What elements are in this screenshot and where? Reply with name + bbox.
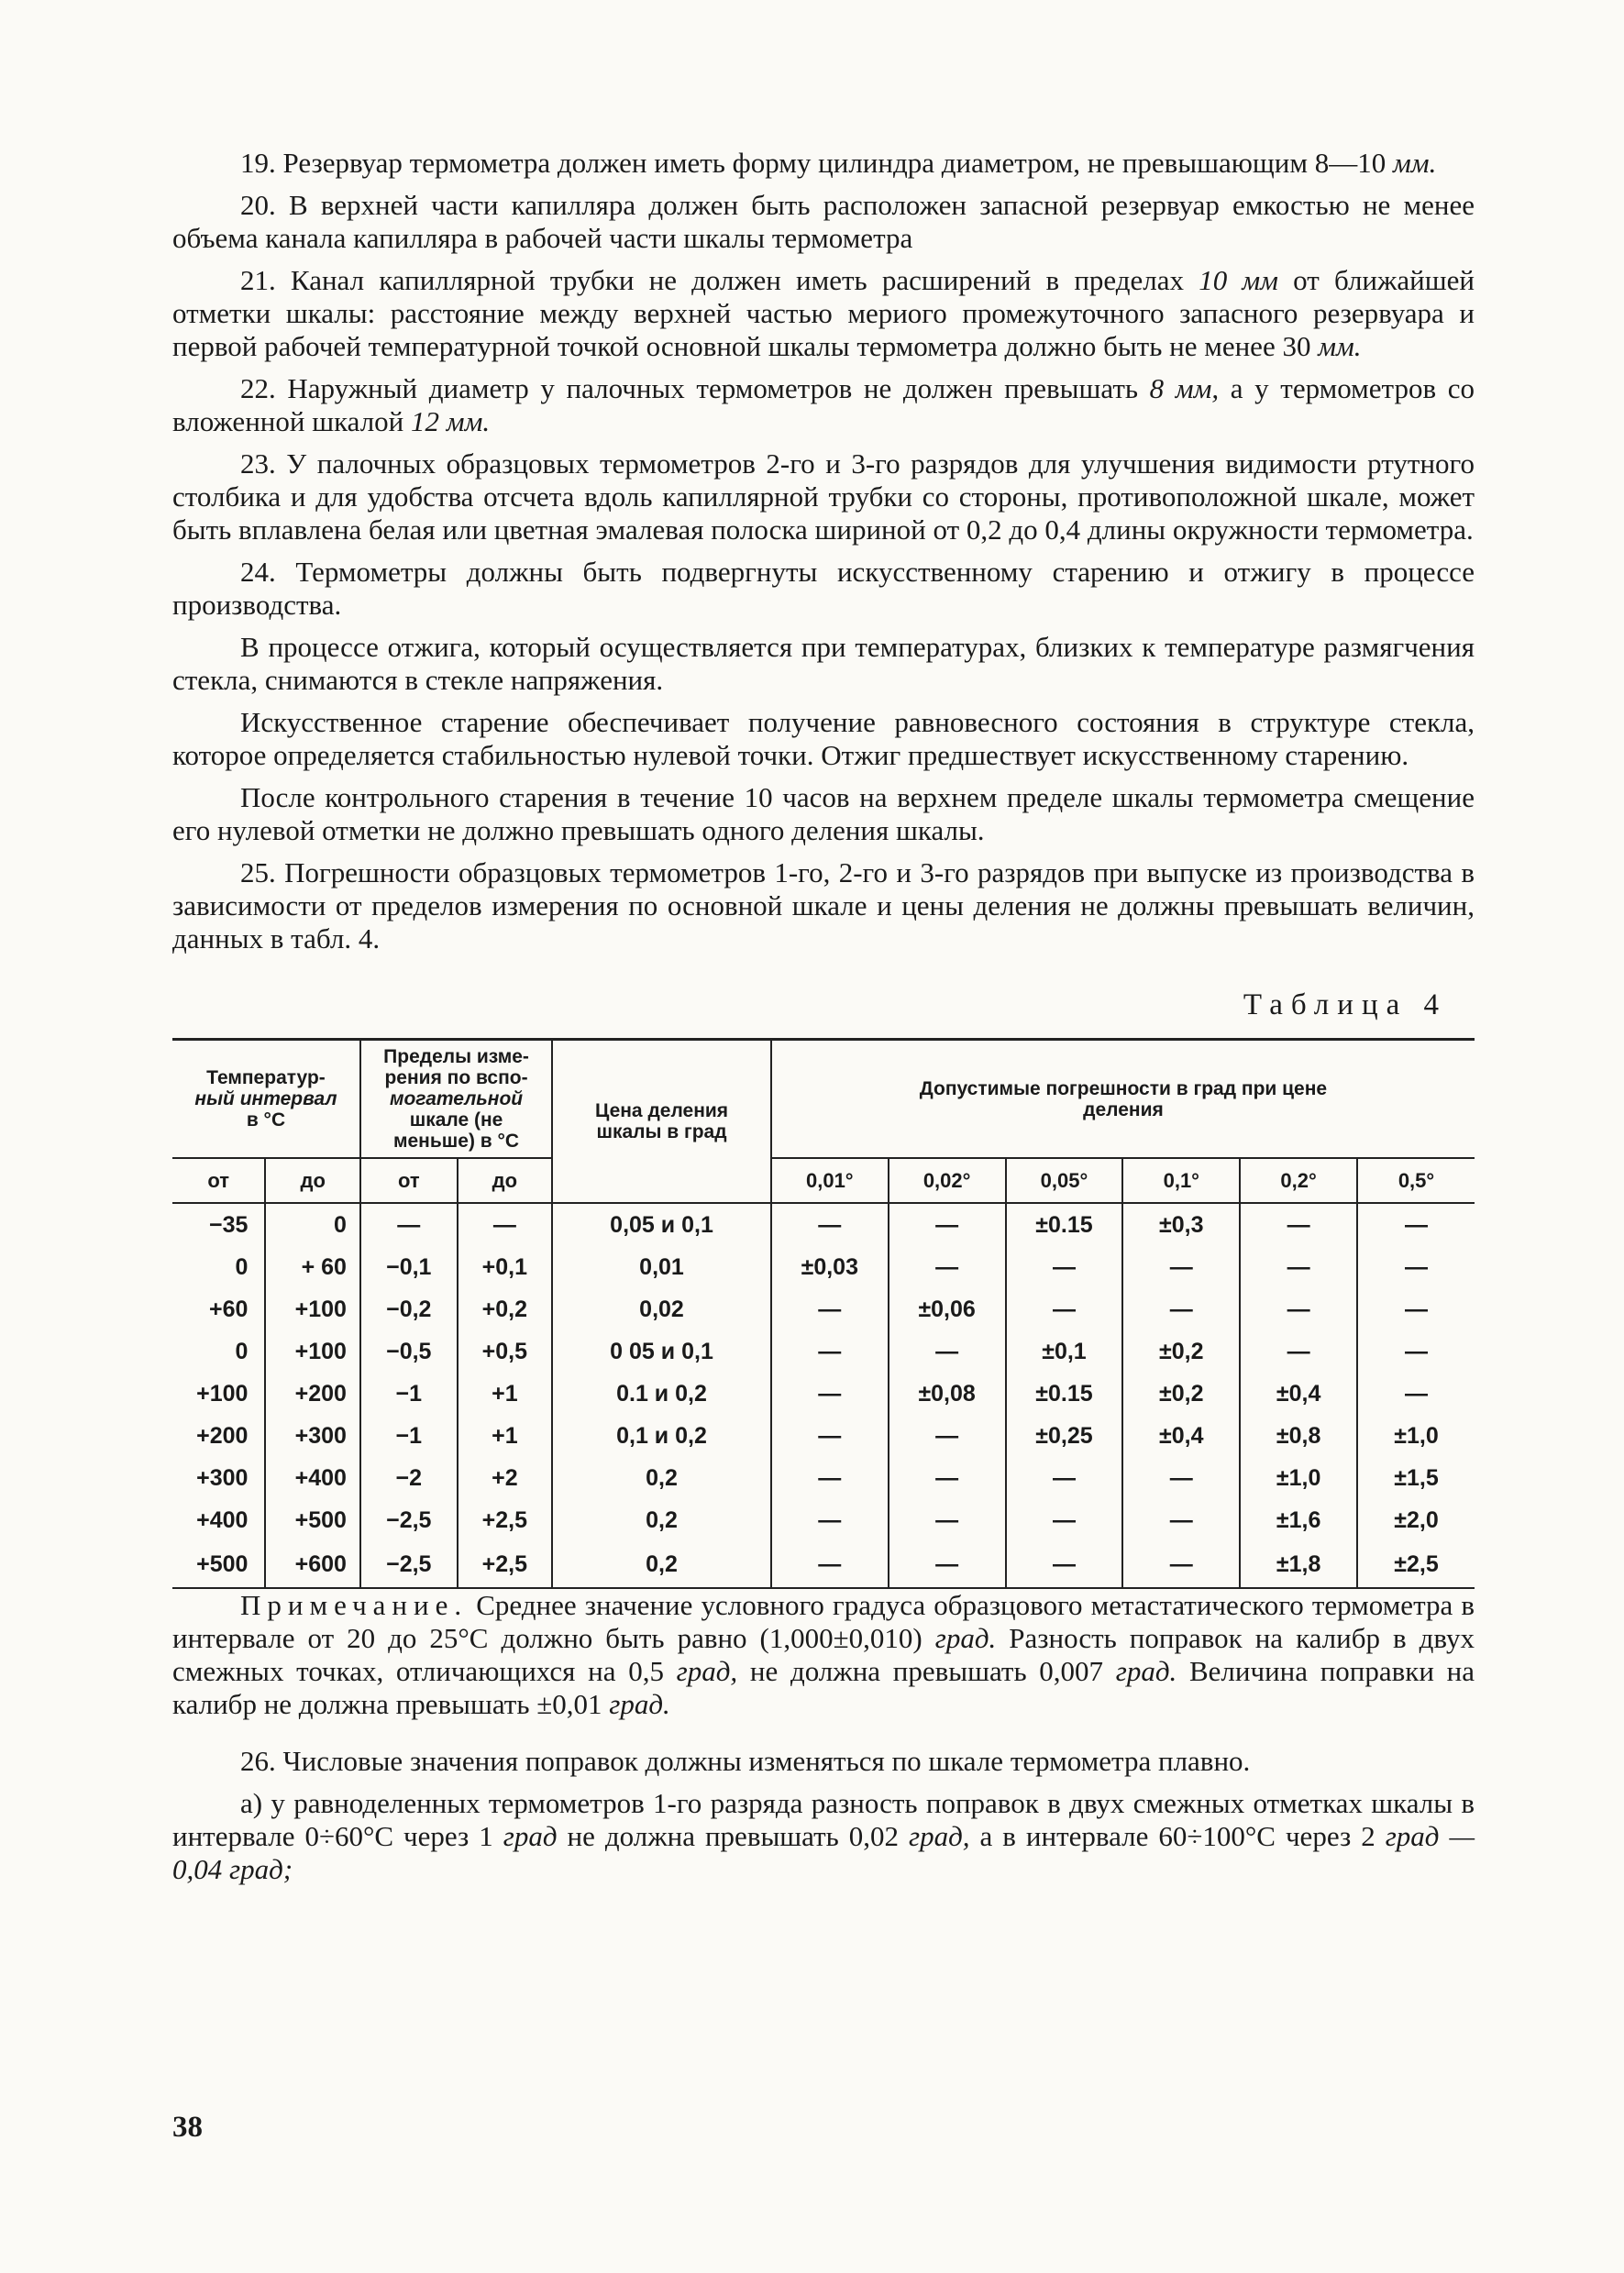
table-cell: — (771, 1457, 889, 1499)
table-cell: 0,02 (552, 1288, 771, 1330)
table-cell: — (771, 1499, 889, 1541)
table-cell: +100 (265, 1288, 360, 1330)
table-cell: +2,5 (458, 1499, 553, 1541)
table-cell: +300 (196, 1465, 249, 1491)
paragraph: 21. Канал капиллярной трубки не должен иметь расширений в пределах 10 мм от ближайшей отметки шкалы: расстояние между верхней частью мериого промежуточного запасного резервуара и первой рабочей температурной точкой основной шкалы термометра должно быть не менее 30 мм. (172, 264, 1475, 362)
header-division-price: Цена деления шкалы в град (552, 1040, 771, 1204)
table-cell: — (771, 1203, 889, 1246)
table-cell: 0 (265, 1203, 360, 1246)
table-cell: — (889, 1203, 1006, 1246)
paragraph: Искусственное старение обеспечивает получение равновесного состояния в структуре стекла, которое определяется стабильностью нулевой точки. Отжиг предшествует искусственному старению. (172, 706, 1475, 771)
table-cell: — (1006, 1541, 1123, 1588)
table-row (172, 1415, 1475, 1457)
table-cell: — (1122, 1499, 1240, 1541)
table-cell: ±0,03 (771, 1246, 889, 1288)
header-interval: Температур- ный интервал в °С (172, 1040, 360, 1159)
page-body (172, 147, 1475, 1886)
table-cell: — (1122, 1541, 1240, 1588)
header-errors: Допустимые погрешности в град при цене деления (771, 1040, 1475, 1159)
page-number: 38 (172, 2111, 203, 2144)
table-cell: 0.1 и 0,2 (552, 1373, 771, 1415)
table-cell: 0,1 и 0,2 (552, 1415, 771, 1457)
table-cell: ±0.15 (1006, 1203, 1123, 1246)
table-cell: −0,2 (360, 1288, 458, 1330)
table-cell: −2,5 (360, 1499, 458, 1541)
table-cell: +1 (458, 1373, 553, 1415)
table-cell: +600 (265, 1541, 360, 1588)
table-row (172, 1373, 1475, 1415)
table-cell: +200 (265, 1373, 360, 1415)
paragraph: 23. У палочных образцовых термометров 2-го и 3-го разрядов для улучшения видимости ртутного столбика и для удобства отсчета вдоль капиллярной трубки со стороны, противоположной шкале, может быть вплавлена белая или цветная эмалевая полоска шириной от 0,2 до 0,4 длины окружности термометра. (172, 447, 1475, 546)
table-cell: — (1240, 1288, 1357, 1330)
table-cell: ±0,06 (889, 1288, 1006, 1330)
table-cell: −2,5 (360, 1541, 458, 1588)
table-cell: +500 (196, 1551, 249, 1577)
table-cell: — (889, 1330, 1006, 1373)
table-cell: — (1240, 1246, 1357, 1288)
sub-price-002: 0,02° (889, 1158, 1006, 1203)
sub-price-001: 0,01° (771, 1158, 889, 1203)
table-row (172, 1541, 1475, 1588)
lower-text-block (172, 1745, 1475, 1886)
table-cell: +400 (196, 1507, 249, 1533)
table-note: Примечание. Среднее значение условного градуса образцового метастатического термометра в интервале от 20 до 25°С должно быть равно (1,000±0,010) град. Разность поправок на калибр в двух смежных точках, отличающихся на 0,5 град, не должна превышать 0,007 град. Величина поправки на калибр не должна превышать ±0,01 град. (172, 1589, 1475, 1720)
sub-to: до (265, 1158, 360, 1203)
sub-price-02: 0,2° (1240, 1158, 1357, 1203)
table-cell: — (889, 1499, 1006, 1541)
table-cell: — (889, 1457, 1006, 1499)
table-cell: ±0,2 (1122, 1330, 1240, 1373)
table-caption: Таблица 4 (1243, 988, 1447, 1021)
table-cell: −2 (360, 1457, 458, 1499)
table-cell: +0,1 (458, 1246, 553, 1288)
table-cell: — (458, 1203, 553, 1246)
table-cell: — (1122, 1246, 1240, 1288)
table-cell: 0,01 (552, 1246, 771, 1288)
table-cell: — (1357, 1203, 1475, 1246)
table-cell: 0,2 (552, 1499, 771, 1541)
paragraph: 24. Термометры должны быть подвергнуты искусственному старению и отжигу в процессе производства. (172, 556, 1475, 621)
paragraph: После контрольного старения в течение 10 часов на верхнем пределе шкалы термометра смещение его нулевой отметки не должно превышать одного деления шкалы. (172, 781, 1475, 846)
table-cell: ±1,0 (1240, 1457, 1357, 1499)
table-cell: — (360, 1203, 458, 1246)
sub-price-005: 0,05° (1006, 1158, 1123, 1203)
table-cell: 0 (235, 1339, 249, 1364)
header-aux-scale: Пределы изме- рения по вспо- могательной шкале (не меньше) в °С (360, 1040, 552, 1159)
table-cell: — (889, 1415, 1006, 1457)
table-cell: — (1122, 1288, 1240, 1330)
table-cell: — (889, 1541, 1006, 1588)
table-cell: +60 (209, 1296, 249, 1322)
table-cell: ±0,1 (1006, 1330, 1123, 1373)
table-row (172, 1203, 1475, 1246)
table-cell: −0,1 (360, 1246, 458, 1288)
paragraph: 19. Резервуар термометра должен иметь форму цилиндра диаметром, не превышающим 8—10 мм. (240, 147, 1437, 179)
upper-text-block (172, 147, 1475, 955)
table-cell: ±0,4 (1122, 1415, 1240, 1457)
table-subheader-row (172, 1158, 1475, 1203)
sub-aux-to: до (458, 1158, 553, 1203)
table-cell: — (1357, 1373, 1475, 1415)
table-cell: +200 (196, 1423, 249, 1449)
table-cell: ±0,4 (1240, 1373, 1357, 1415)
table-cell: ±1,6 (1240, 1499, 1357, 1541)
table-cell: +400 (265, 1457, 360, 1499)
table-cell: 0,2 (552, 1541, 771, 1588)
table-cell: 0 (235, 1254, 249, 1280)
table-cell: +0,5 (458, 1330, 553, 1373)
table-cell: — (771, 1373, 889, 1415)
table-cell: — (1357, 1288, 1475, 1330)
table-row (172, 1288, 1475, 1330)
sub-price-01: 0,1° (1122, 1158, 1240, 1203)
table-cell: ±0,3 (1122, 1203, 1240, 1246)
table-cell: ±0,08 (889, 1373, 1006, 1415)
table-cell: +1 (458, 1415, 553, 1457)
table-cell: — (771, 1330, 889, 1373)
table-cell: ±1,5 (1357, 1457, 1475, 1499)
table-cell: +100 (196, 1381, 249, 1407)
table-cell: 0,05 и 0,1 (552, 1203, 771, 1246)
paragraph: 26. Числовые значения поправок должны изменяться по шкале термометра плавно. (240, 1745, 1251, 1777)
table-cell: +2 (458, 1457, 553, 1499)
table-cell: — (1122, 1457, 1240, 1499)
table-cell: ±0,25 (1006, 1415, 1123, 1457)
table-cell: — (1357, 1246, 1475, 1288)
table-cell: +300 (265, 1415, 360, 1457)
paragraph: 22. Наружный диаметр у палочных термометров не должен превышать 8 мм, а у термометров со вложенной шкалой 12 мм. (172, 372, 1475, 437)
table-cell: — (1357, 1330, 1475, 1373)
table-body (172, 1203, 1475, 1588)
table-row (172, 1499, 1475, 1541)
sub-aux-from: от (360, 1158, 458, 1203)
table-cell: — (889, 1246, 1006, 1288)
table-cell: 0 05 и 0,1 (552, 1330, 771, 1373)
tolerance-table (172, 1038, 1475, 1589)
table-cell: ±2,5 (1357, 1541, 1475, 1588)
table-cell: −1 (360, 1373, 458, 1415)
table-cell: — (771, 1541, 889, 1588)
sub-from: от (172, 1158, 265, 1203)
table-row (172, 1457, 1475, 1499)
table-header-row (172, 1040, 1475, 1159)
table-cell: ±1,8 (1240, 1541, 1357, 1588)
table-cell: ±1,0 (1357, 1415, 1475, 1457)
table-cell: + 60 (265, 1246, 360, 1288)
table-cell: — (1006, 1499, 1123, 1541)
paragraph: 20. В верхней части капилляра должен быть расположен запасной резервуар емкостью не менее объема канала капилляра в рабочей части шкалы термометра (172, 189, 1475, 254)
table-cell: −1 (360, 1415, 458, 1457)
paragraph: 25. Погрешности образцовых термометров 1-го, 2-го и 3-го разрядов при выпуске из производства в зависимости от пределов измерения по основной шкале и цены деления не должны превышать величин, данных в табл. 4. (172, 856, 1475, 954)
table-cell: 0,2 (552, 1457, 771, 1499)
table-cell: — (1240, 1330, 1357, 1373)
table-cell: −35 (209, 1212, 249, 1238)
table-cell: — (1006, 1246, 1123, 1288)
table-cell: ±0,2 (1122, 1373, 1240, 1415)
table-cell: +2,5 (458, 1541, 553, 1588)
table-cell: — (771, 1288, 889, 1330)
table-cell: — (1240, 1203, 1357, 1246)
table-cell: −0,5 (360, 1330, 458, 1373)
table-cell: — (1006, 1457, 1123, 1499)
table-cell: — (1006, 1288, 1123, 1330)
table-cell: +100 (265, 1330, 360, 1373)
table-cell: ±0,8 (1240, 1415, 1357, 1457)
sub-price-05: 0,5° (1357, 1158, 1475, 1203)
table-cell: ±2,0 (1357, 1499, 1475, 1541)
paragraph: В процессе отжига, который осуществляется при температурах, близких к температуре размягчения стекла, снимаются в стекле напряжения. (172, 631, 1475, 696)
table-row (172, 1246, 1475, 1288)
table-cell: ±0.15 (1006, 1373, 1123, 1415)
table-cell: +0,2 (458, 1288, 553, 1330)
paragraph: а) у равноделенных термометров 1-го разряда разность поправок в двух смежных отметках шкалы в интервале 0÷60°С через 1 град не должна превышать 0,02 град, а в интервале 60÷100°С через 2 град — 0,04 град; (172, 1787, 1475, 1885)
table-cell: +500 (265, 1499, 360, 1541)
table-row (172, 1330, 1475, 1373)
table-cell: — (771, 1415, 889, 1457)
